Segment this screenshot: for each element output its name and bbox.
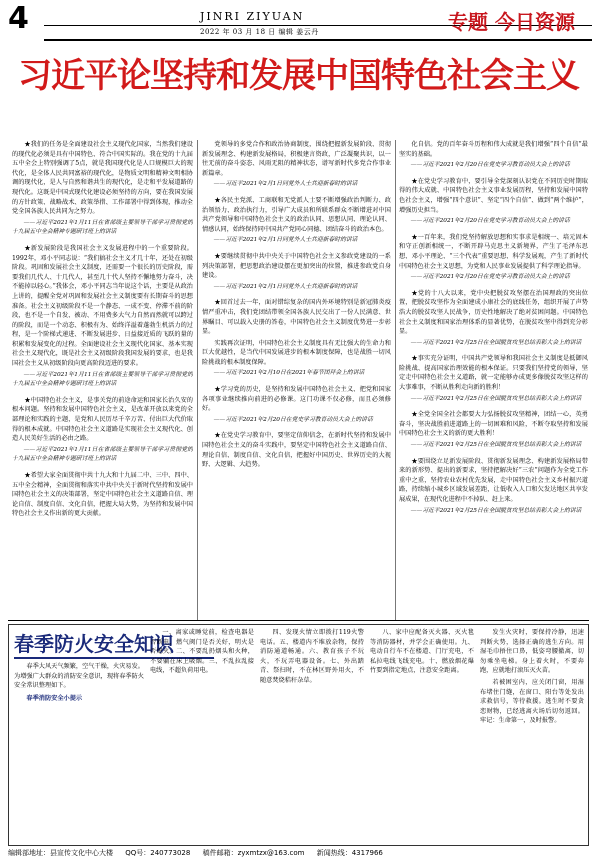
article-column-3 xyxy=(399,140,588,620)
box-column-2 xyxy=(260,628,364,840)
box-intro: 春季大风天气频繁，空气干燥，火灾易发。为增强广大群众的消防安全意识，现将春季防火安全常识整理如下。 xyxy=(14,663,144,690)
quote-source: ——习近平2021年2月1日同党外人士共迎新春时的讲话 xyxy=(213,283,358,290)
quote-paragraph: ★一百年来，我们党坚持解放思想和实事求是相统一、培元固本和守正创新相统一，不断开辟马克思主义新境界，产生了毛泽东思想、邓小平理论、“三个代表”重要思想、科学发展观，产生了新时代中国特色社会主义思想，为党和人民事业发展提供了科学理论指导。 xyxy=(399,233,588,270)
box-text: 四、发现火情立即拨打119火警电话。五、楼道内不堆放杂物，保持消防通道畅通。六、教育孩子不玩火，不玩弄电器设备。七、外出踏青、祭扫时，不在林区野外用火，不随意焚烧秸秆杂草。 xyxy=(260,629,364,684)
quote-paragraph: ★我们的任务是全面建设社会主义现代化国家，当然我们建设的现代化必须是具有中国特色、符合中国实际的。我在党的十九届五中全会上特别强调了5点，就是我国现代化是人口规模巨大的现代化，是全体人民共同富裕的现代化，是物质文明和精神文明相协调的现代化，是人与自然和谐共生的现代化，是走和平发展道路的现代化。这既是中国式现代化建设必须坚持的方向，要在我国发展的方针政策、战略战术、政策举措、工作部署中得到体现，推动全党全国各族人民共同为之努力。 xyxy=(12,141,193,216)
quote-source: ——习近平2021年2月1日同党外人士共迎新春时的讲话 xyxy=(213,237,358,244)
main-headline: 习近平论坚持和发展中国特色社会主义 xyxy=(18,56,579,96)
quote-source: ——习近平2021年2月10日在2021年春节团拜会上的讲话 xyxy=(213,370,365,377)
header-rule-bottom xyxy=(44,39,592,41)
quote-source: ——习近平2021年2月20日在党史学习教育动员大会上的讲话 xyxy=(410,218,570,225)
box-title: 春季防火安全知识 xyxy=(14,632,174,656)
quote-paragraph: 实践再次证明，中国特色社会主义制度具有无比强大的生命力和巨大优越性，是当代中国发展进步的根本制度保障，也是战胜一切风险挑战的根本制度保障。 xyxy=(202,339,391,366)
box-text: 一、离家或睡觉前，检查电器是否断电，燃气阀门是否关好，明火是否熄灭。二、不要乱扔烟头和火种，不要躺在床上吸烟。三、不乱拉乱接电线，不超负荷用电。 xyxy=(150,629,254,675)
column-divider xyxy=(395,140,396,620)
footer-hotline: 新闻热线：4317966 xyxy=(316,849,383,857)
quote-source: ——习近平2021年2月25日在全国脱贫攻坚总结表彰大会上的讲话 xyxy=(410,507,582,514)
quote-paragraph: ★事实充分证明，中国共产党领导和我国社会主义制度是抵御风险挑战、提高国家治理效能的根本保证。只要我们坚持党的领导，坚定走中国特色社会主义道路，就一定能够办成更多像脱贫攻坚这样的大事难事，不断从胜利走向新的胜利！ xyxy=(399,355,588,392)
quote-paragraph: ★各民主党派、工商联和无党派人士要不断增强政治判断力、政治领悟力、政治执行力，引导广大成员和所联系群众不断增进对中国共产党领导和中国特色社会主义的政治认同、思想认同、理论认同、情感认同，始终保持同中国共产党同心同德、团结奋斗的政治本色。 xyxy=(202,196,391,233)
quote-source: ——习近平2021年1月11日在省部级主要领导干部学习贯彻党的十九届五中全会精神专题研讨班上的讲话 xyxy=(12,446,193,463)
box-text: 发生火灾时，要保持冷静，迅速判断火势，选择正确的逃生方向。用湿毛巾捂住口鼻，低姿弯腰撤离，切勿乘坐电梯。身上着火时，不要奔跑，应就地打滚压灭火苗。 xyxy=(480,629,584,675)
quote-source: ——习近平2021年2月25日在全国脱贫攻坚总结表彰大会上的讲话 xyxy=(410,339,582,346)
box-intro-column xyxy=(14,662,144,840)
quote-paragraph: ★希望大家全面贯彻中共十九大和十九届二中、三中、四中、五中全会精神，全面贯彻和落实中共中央关于新时代坚持和发展中国特色社会主义的决策部署，坚定中国特色社会主义道路自信、理论自信、制度自信、文化自信，把握大局大势，为坚持和发展中国特色社会主义作出新的更大贡献。 xyxy=(12,472,193,518)
column-divider xyxy=(197,140,198,620)
quote-source: ——习近平2021年1月11日在省部级主要领导干部学习贯彻党的十九届五中全会精神专题研讨班上的讲话 xyxy=(12,219,193,236)
quote-source: ——习近平2021年2月20日在党史学习教育动员大会上的讲话 xyxy=(213,416,373,423)
article-column-1 xyxy=(12,140,193,620)
paper-name: JINRI ZIYUAN xyxy=(200,10,305,23)
box-column-1 xyxy=(150,628,254,840)
quote-paragraph: ★要围绕立足新发展阶段、贯彻新发展理念、构建新发展格局带来的新形势、提出的新要求，坚持把解决好“三农”问题作为全党工作重中之重，坚持农业农村优先发展，走中国特色社会主义乡村振兴道路，持续缩小城乡区域发展差距，让低收入人口和欠发达地区共享发展成果，在现代化进程中不掉队、赶上来。 xyxy=(399,457,588,503)
quote-source: ——习近平2021年1月11日在省部级主要领导干部学习贯彻党的十九届五中全会精神专题研讨班上的讲话 xyxy=(12,371,193,388)
box-text: 八、家中应配备灭火器、灭火毯等消防器材，并学会正确使用。九、电动自行车不在楼道、门厅充电，不私拉电线飞线充电。十、燃放烟花爆竹要到指定地点，注意安全距离。 xyxy=(370,629,474,675)
quote-paragraph: 化自信。党的百年奋斗历程和伟大成就是我们增强“四个自信”最坚实的基础。 xyxy=(399,141,588,158)
article-column-2 xyxy=(202,140,391,620)
section-divider xyxy=(8,620,589,621)
quote-paragraph: 党领导的多党合作和政治协商制度，围绕把握新发展阶段、贯彻新发展理念、构建新发展格局，积极建言资政，广泛凝聚共识，以一往无前的奋斗姿态、风雨无阻的精神状态，谱写新时代多党合作事业新篇章。 xyxy=(202,141,391,177)
box-column-4 xyxy=(480,628,584,840)
quote-source: ——习近平2021年2月25日在全国脱贫攻坚总结表彰大会上的讲话 xyxy=(410,442,582,449)
page-header xyxy=(0,0,597,48)
page-footer xyxy=(8,848,589,858)
quote-source: ——习近平2021年2月1日同党外人士共迎新春时的讲话 xyxy=(213,181,358,188)
box-text: 若被困室内，应关闭门窗，用湿布堵住门缝，在窗口、阳台等处发出求救信号，等待救援。逃生时不要贪恋财物，已经逃离火场后切勿返回。牢记：生命第一，及时报警。 xyxy=(480,678,584,725)
date-line: 2022 年 03 月 18 日 编辑 姜云丹 xyxy=(200,28,319,36)
quote-paragraph: ★新发展阶段是我国社会主义发展进程中的一个重要阶段。1992年，邓小平同志说：“我们搞社会主义才几十年，还处在初级阶段。巩固和发展社会主义制度，还需要一个很长的历史阶段，需要我们几代人、十几代人，甚至几十代人坚持不懈地努力奋斗，决不能掉以轻心。”我体会，邓小平同志当年说这个话，主要是从政治上讲的，提醒全党对巩固和发展社会主义制度要有长期奋斗的思想准备。社会主义初级阶段不是一个静态、一成不变、停滞不前的阶段，也不是一个自发、被动、不用费多大气力自然而然就可以跨过的阶段，而是一个动态、积极有为、始终洋溢着蓬勃生机活力的过程，是一个阶梯式递进、不断发展进步、日益接近质的飞跃的量的积累和发展变化的过程。全面建设社会主义现代化国家、基本实现社会主义现代化，既是社会主义初级阶段我国发展的要求，也是我国社会主义从初级阶段向更高阶段迈进的要求。 xyxy=(12,244,193,368)
footer-address: 编辑部地址：县宣传文化中心大楼 xyxy=(8,849,113,857)
brand-logo: 专题 今日资源 xyxy=(448,10,575,34)
footer-email: 稿件邮箱：zyxmtzx@163.com xyxy=(202,849,305,857)
quote-source: ——习近平2021年2月25日在全国脱贫攻坚总结表彰大会上的讲话 xyxy=(410,395,582,402)
quote-paragraph: ★全党全国全社会都要大力弘扬脱贫攻坚精神，团结一心，英勇奋斗，坚决战胜前进道路上的一切困难和风险，不断夺取坚持和发展中国特色社会主义的新的更大胜利！ xyxy=(399,411,588,438)
quote-paragraph: ★学习党的历史，是坚持和发展中国特色社会主义、把党和国家各项事业继续推向前进的必修课。这门功课不仅必修，而且必须修好。 xyxy=(202,386,391,413)
quote-paragraph: ★党的十八大以来，党中央把脱贫攻坚摆在治国理政的突出位置，把脱贫攻坚作为全面建成小康社会的底线任务，组织开展了声势浩大的脱贫攻坚人民战争，历史性地解决了绝对贫困问题。中国特色社会主义制度和国家治理体系的显著优势，在脱贫攻坚中得到充分彰显。 xyxy=(399,289,588,336)
box-column-3 xyxy=(370,628,474,840)
quote-source: ——习近平2021年2月20日在党史学习教育动员大会上的讲话 xyxy=(410,274,570,281)
quote-paragraph: ★要继续贯彻中共中央关于中国特色社会主义参政党建设的一系列决策部署，把思想政治建设摆在更加突出的位置，推进参政党自身建设。 xyxy=(202,252,391,280)
quote-paragraph: ★在党史学习教育中，要引导全党深刻认识党在不同历史时期取得的伟大成就、中国特色社会主义事业发展历程，坚持和发展中国特色社会主义，增强“四个意识”、坚定“四个自信”、做到“两个维护”，增强历史担当。 xyxy=(399,177,588,214)
quote-paragraph: ★在党史学习教育中，要坚定信仰信念，在新时代坚持和发展中国特色社会主义的奋斗实践中，要坚定中国特色社会主义道路自信、理论自信、制度自信、文化自信，把握好中国历史、世界历史的大视野、大逻辑、大趋势。 xyxy=(202,432,391,469)
page-number: 4 xyxy=(8,1,29,36)
footer-qq: QQ号：240773028 xyxy=(125,849,191,857)
quote-paragraph: ★中国特色社会主义，是事关党的前途命运和国家长治久安的根本问题。坚持和发展中国特色社会主义，是改革开放以来党的全部理论和实践的主题，是党和人民历尽千辛万苦、付出巨大代价取得的根本成就。中国特色社会主义道路是实现社会主义现代化、创造人民美好生活的必由之路。 xyxy=(12,396,193,443)
quote-source: ——习近平2021年2月20日在党史学习教育动员大会上的讲话 xyxy=(410,162,570,169)
quote-paragraph: ★回首过去一年，面对错综复杂的国内外环境特别是新冠肺炎疫情严重冲击，我们党团结带领全国各族人民交出了一份人民满意、世界瞩目、可以载入史册的答卷，中国特色社会主义制度优势进一步彰显。 xyxy=(202,299,391,336)
box-section-heading: 春季消防安全小提示 xyxy=(26,694,83,702)
